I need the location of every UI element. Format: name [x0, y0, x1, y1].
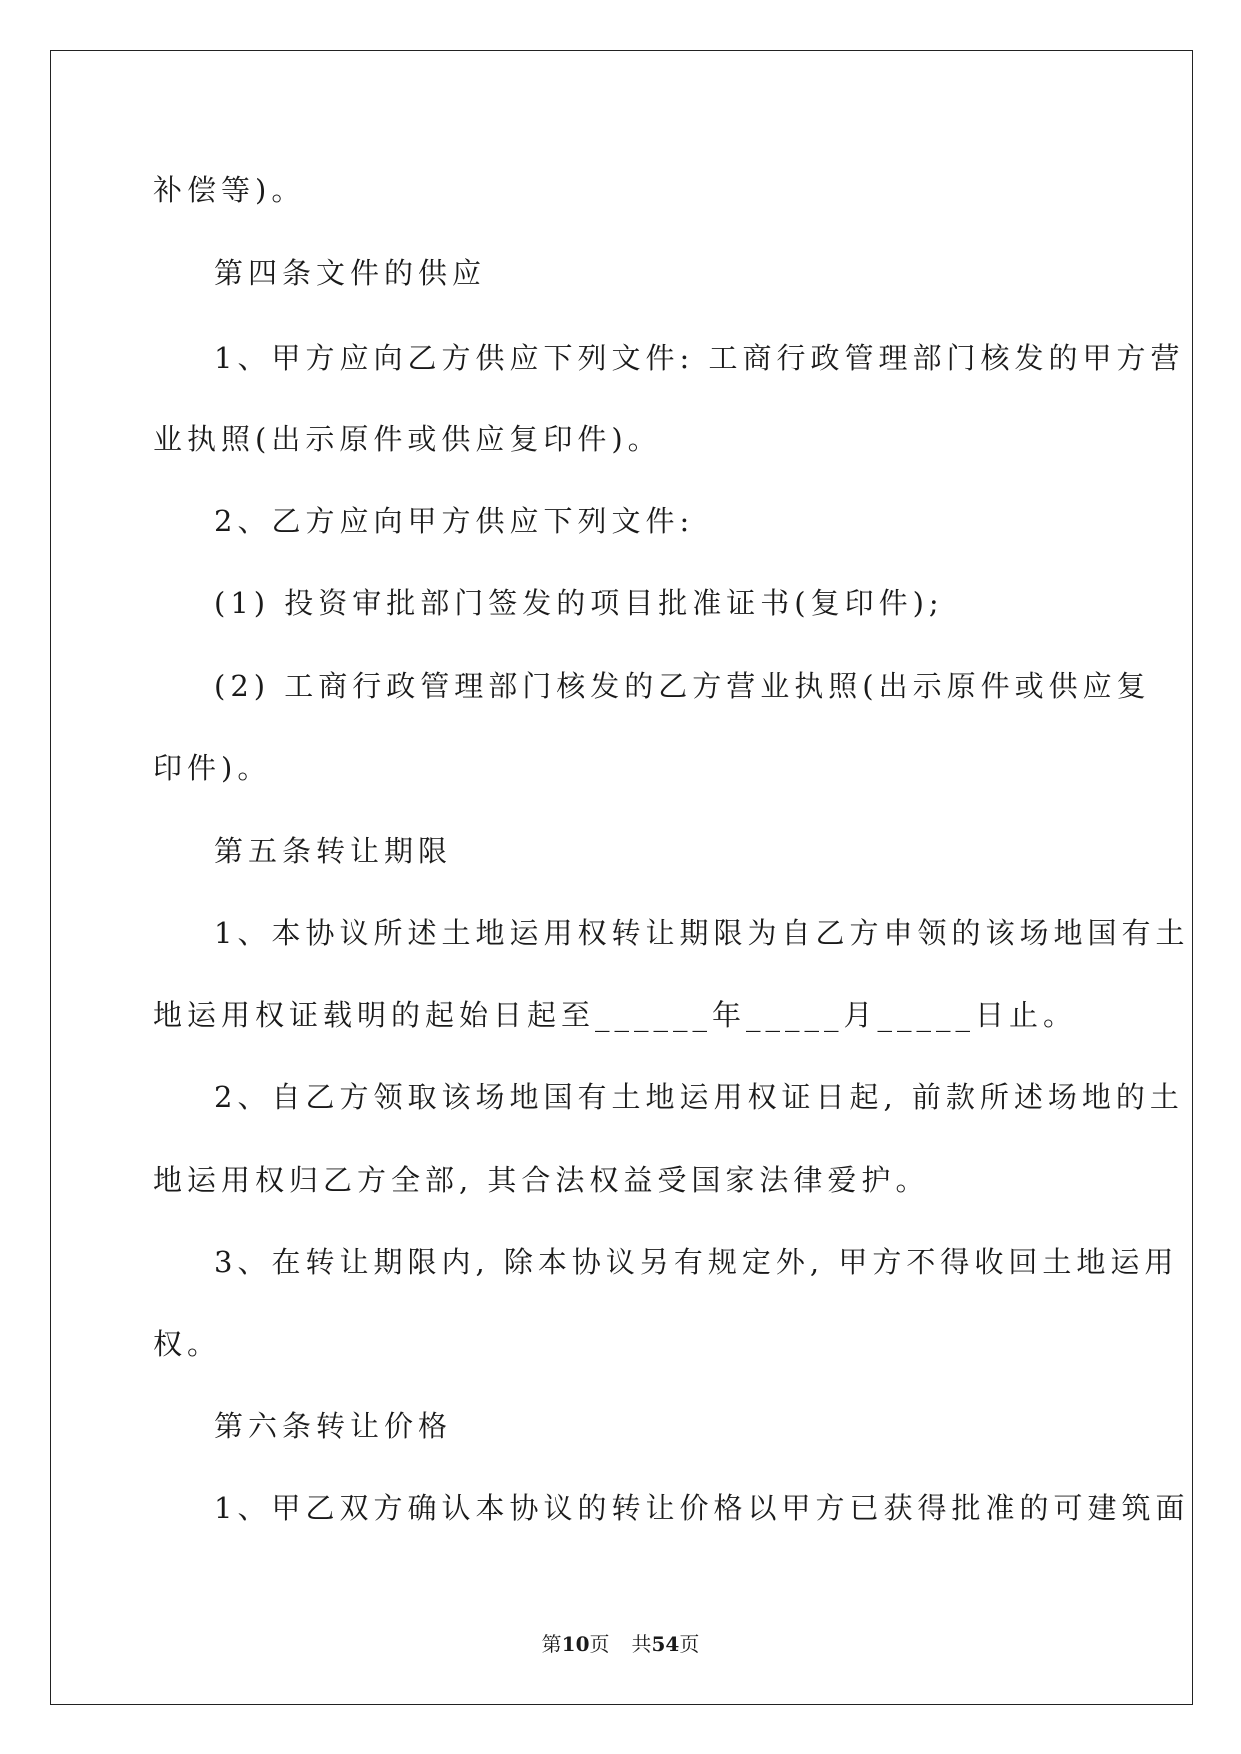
paragraph-line: 3、在转让期限内, 除本协议另有规定外, 甲方不得收回土地运用 — [214, 1245, 1179, 1279]
paragraph-line: 2、乙方应向甲方供应下列文件: — [214, 504, 695, 538]
section-heading: 第五条转让期限 — [214, 834, 453, 868]
total-prefix: 共 — [631, 1632, 652, 1656]
page-prefix: 第 — [541, 1632, 562, 1656]
paragraph-line: 地运用权证载明的起始日起至______年_____月_____日止。 — [153, 998, 1078, 1032]
paragraph-line: 1、甲乙双方确认本协议的转让价格以甲方已获得批准的可建筑面 — [214, 1491, 1190, 1525]
total-suffix: 页 — [679, 1632, 700, 1656]
section-heading: 第六条转让价格 — [214, 1409, 453, 1443]
page-footer — [0, 1628, 1241, 1657]
paragraph-line: 权。 — [153, 1327, 222, 1361]
paragraph-line: 印件)。 — [153, 751, 272, 785]
page-suffix: 页 — [589, 1632, 610, 1656]
paragraph-line: 2、自乙方领取该场地国有土地运用权证日起, 前款所述场地的土 — [214, 1080, 1184, 1114]
current-page-number: 10 — [561, 1632, 590, 1656]
paragraph-line: (2) 工商行政管理部门核发的乙方营业执照(出示原件或供应复 — [214, 669, 1151, 703]
paragraph-line: (1) 投资审批部门签发的项目批准证书(复印件); — [214, 586, 944, 620]
page-border — [50, 50, 1193, 1705]
paragraph-line: 补偿等)。 — [153, 173, 306, 207]
paragraph-line: 业执照(出示原件或供应复印件)。 — [153, 422, 662, 456]
paragraph-line: 1、本协议所述土地运用权转让期限为自乙方申领的该场地国有土 — [214, 916, 1190, 950]
paragraph-line: 1、甲方应向乙方供应下列文件: 工商行政管理部门核发的甲方营 — [214, 341, 1185, 375]
section-heading: 第四条文件的供应 — [214, 256, 487, 290]
paragraph-line: 地运用权归乙方全部, 其合法权益受国家法律爱护。 — [153, 1163, 930, 1197]
total-page-number: 54 — [651, 1632, 680, 1656]
